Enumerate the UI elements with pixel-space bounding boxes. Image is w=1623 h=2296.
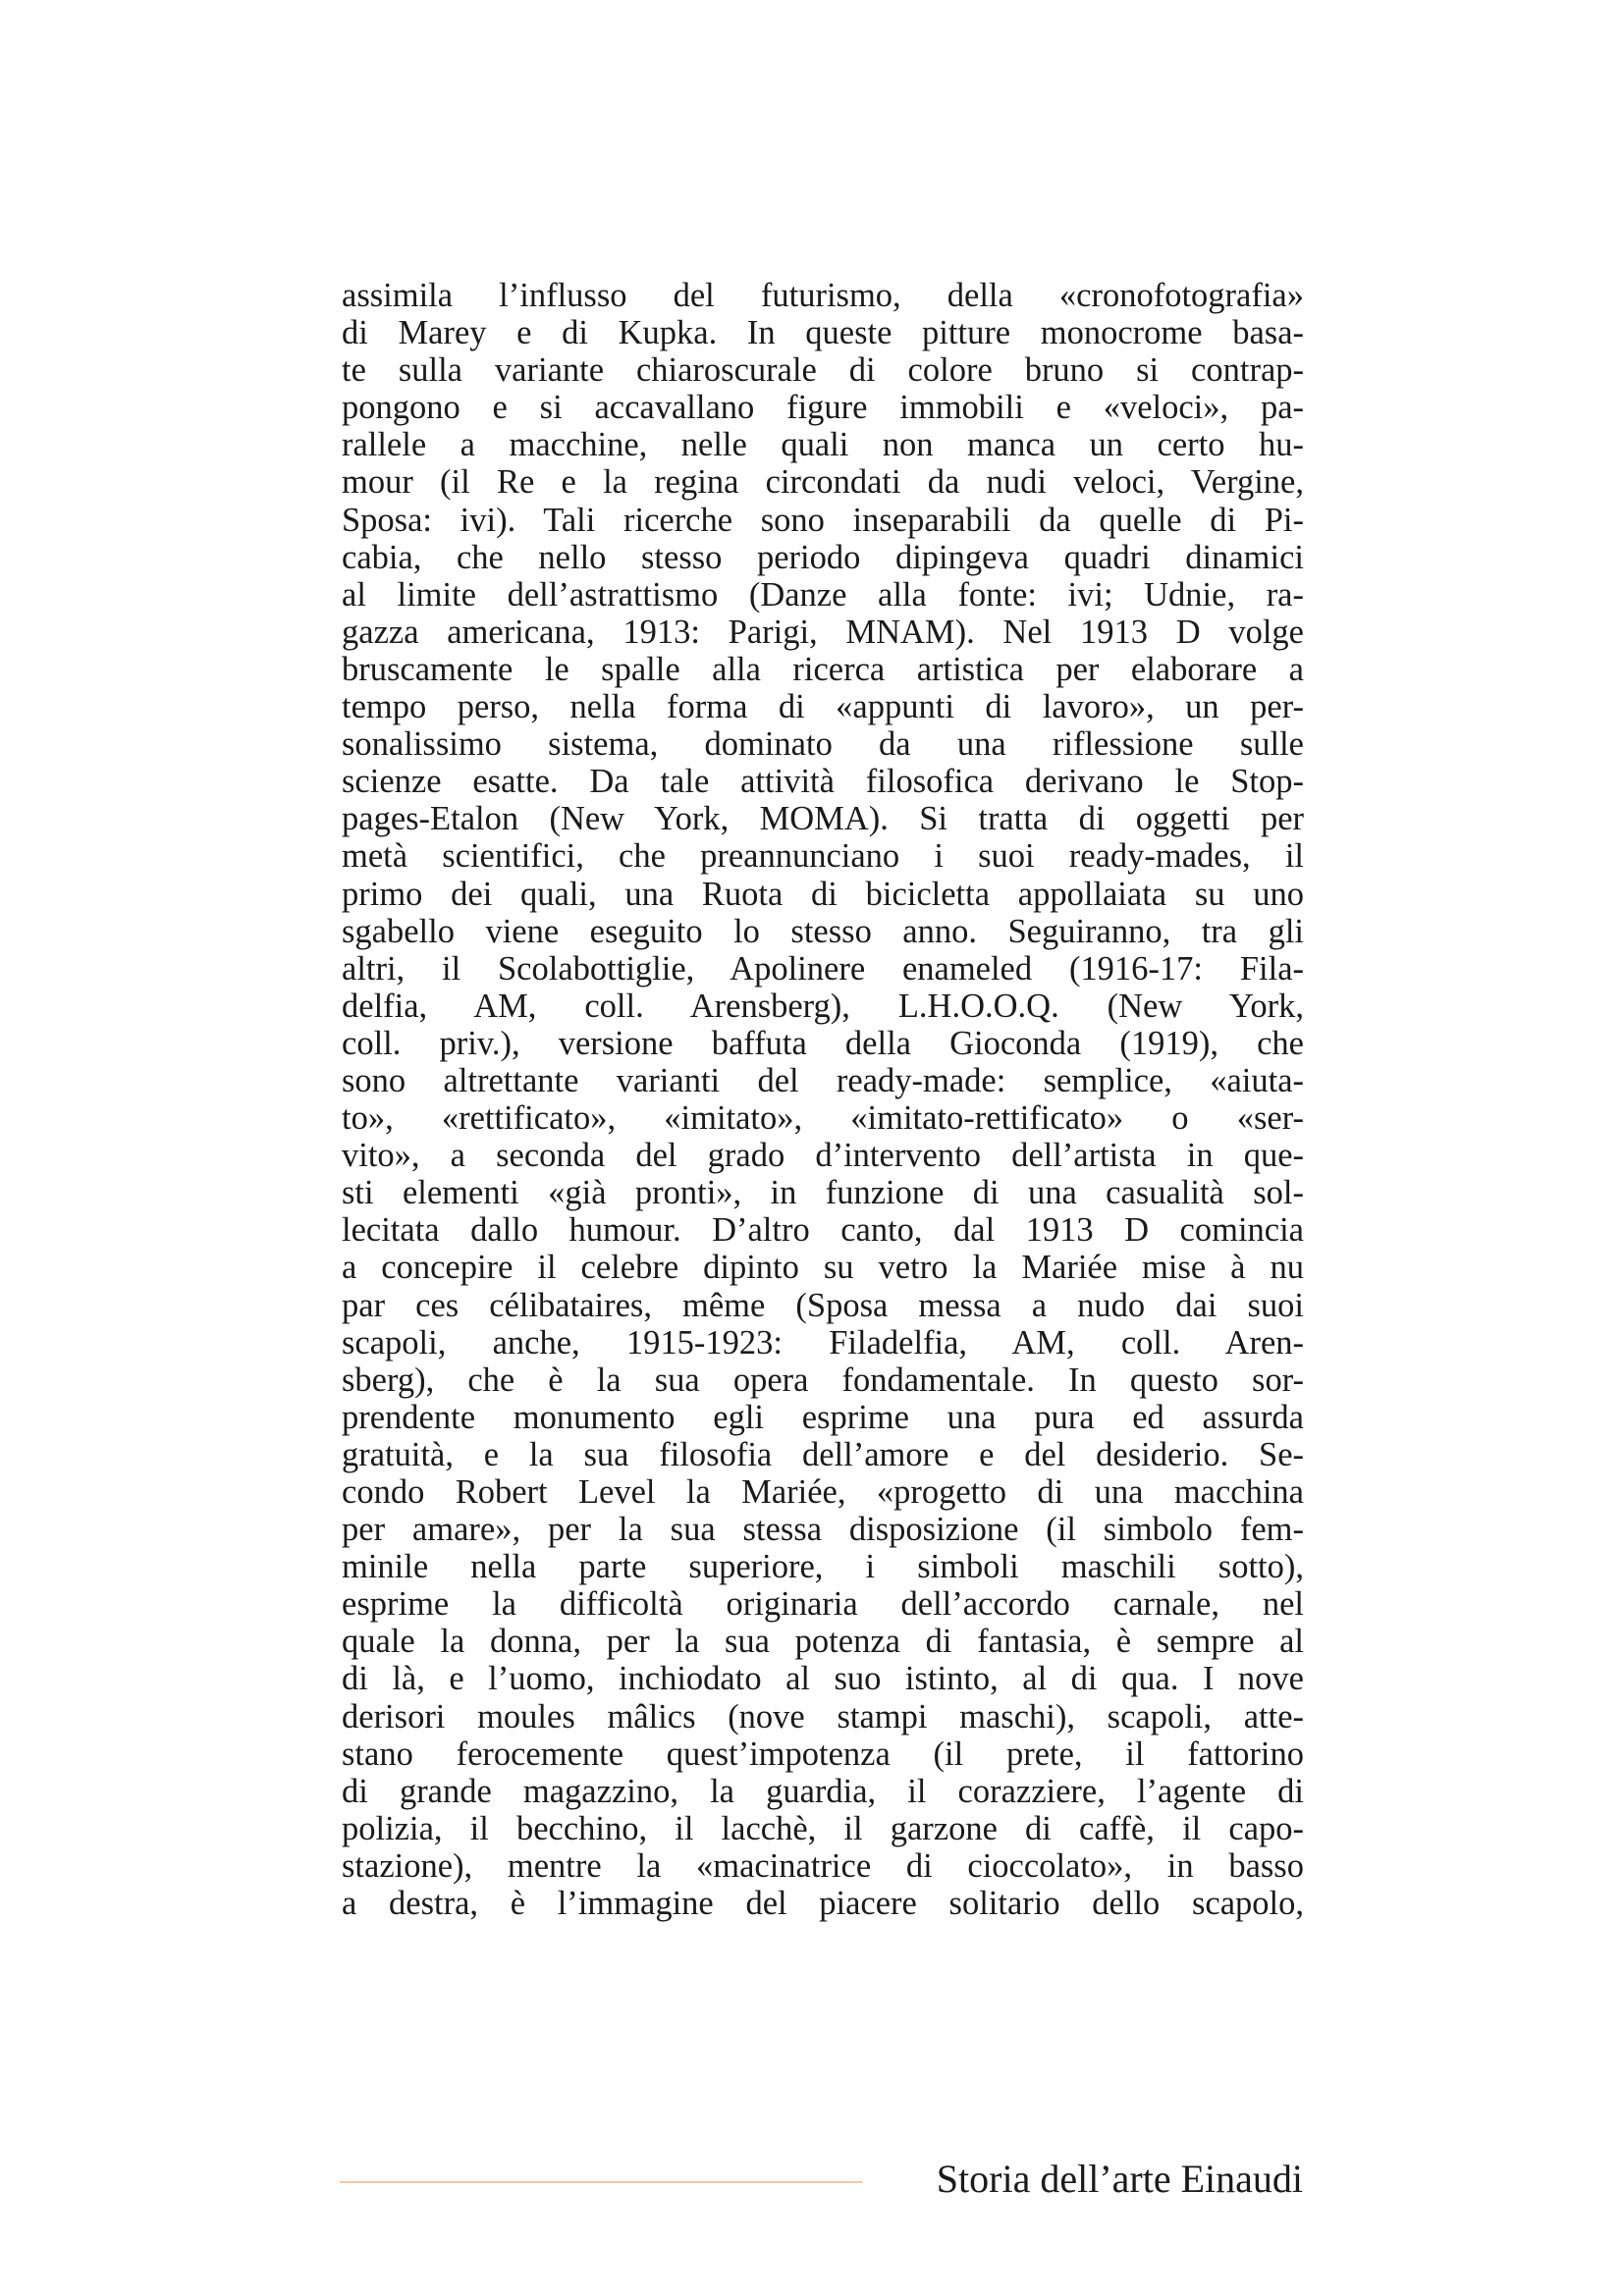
text-line: sono altrettante varianti del ready-made: semplice, «aiuta- [342, 1061, 1304, 1099]
text-line: Sposa: ivi). Tali ricerche sono inseparabili da quelle di Pi- [342, 501, 1304, 539]
text-line: altri, il Scolabottiglie, Apolinere enameled (1916-17: Fila- [342, 949, 1304, 988]
text-line: sti elementi «già pronti», in funzione di una casualità sol- [342, 1174, 1304, 1212]
text-line: te sulla variante chiaroscurale di colore bruno si contrap- [342, 351, 1304, 390]
body-text [342, 277, 1304, 1922]
text-line: bruscamente le spalle alla ricerca artistica per elaborare a [342, 650, 1304, 688]
text-line: delfia, AM, coll. Arensberg), L.H.O.O.Q. (New York, [342, 987, 1304, 1025]
footer-title: Storia dell’arte Einaudi [936, 2157, 1303, 2201]
text-line: stano ferocemente quest’impotenza (il prete, il fattorino [342, 1735, 1304, 1773]
text-line: lecitata dallo humour. D’altro canto, dal 1913 D comincia [342, 1211, 1304, 1250]
text-line: gratuità, e la sua filosofia dell’amore e del desiderio. Se- [342, 1435, 1304, 1473]
text-line: scienze esatte. Da tale attività filosofica derivano le Stop- [342, 763, 1304, 801]
text-line: sberg), che è la sua opera fondamentale. In questo sor- [342, 1361, 1304, 1399]
text-line: di Marey e di Kupka. In queste pitture monocrome basa- [342, 314, 1304, 352]
text-line: prendente monumento egli esprime una pura ed assurda [342, 1398, 1304, 1436]
text-line: condo Robert Level la Mariée, «progetto di una macchina [342, 1473, 1304, 1511]
text-line: esprime la difficoltà originaria dell’accordo carnale, nel [342, 1585, 1304, 1624]
text-line: tempo perso, nella forma di «appunti di lavoro», un per- [342, 688, 1304, 726]
text-line: per amare», per la sua stessa disposizione (il simbolo fem- [342, 1511, 1304, 1549]
text-line: primo dei quali, una Ruota di bicicletta appollaiata su uno [342, 875, 1304, 913]
text-line: coll. priv.), versione baffuta della Gioconda (1919), che [342, 1024, 1304, 1062]
text-line: al limite dell’astrattismo (Danze alla fonte: ivi; Udnie, ra- [342, 575, 1304, 614]
text-line: scapoli, anche, 1915-1923: Filadelfia, AM, coll. Aren- [342, 1323, 1304, 1362]
text-line: pages-Etalon (New York, MOMA). Si tratta di oggetti per [342, 800, 1304, 838]
text-line: pongono e si accavallano figure immobili e «veloci», pa- [342, 389, 1304, 427]
text-line: polizia, il becchino, il lacchè, il garzone di caffè, il capo- [342, 1809, 1304, 1847]
text-line: mour (il Re e la regina circondati da nudi veloci, Vergine, [342, 463, 1304, 502]
text-line: assimila l’influsso del futurismo, della «cronofotografia» [342, 277, 1304, 314]
text-line: cabia, che nello stesso periodo dipingeva quadri dinamici [342, 538, 1304, 576]
footer-rule [340, 2181, 862, 2183]
text-line: a destra, è l’immagine del piacere solitario dello scapolo, [342, 1885, 1304, 1923]
text-line: a concepire il celebre dipinto su vetro la Mariée mise à nu [342, 1249, 1304, 1287]
text-line: rallele a macchine, nelle quali non manca un certo hu- [342, 426, 1304, 464]
text-line: di grande magazzino, la guardia, il corazziere, l’agente di [342, 1772, 1304, 1810]
text-line: quale la donna, per la sua potenza di fantasia, è sempre al [342, 1623, 1304, 1661]
text-line: par ces célibataires, même (Sposa messa a nudo dai suoi [342, 1286, 1304, 1324]
text-line: to», «rettificato», «imitato», «imitato-rettificato» o «ser- [342, 1099, 1304, 1138]
text-line: di là, e l’uomo, inchiodato al suo istinto, al di qua. I nove [342, 1660, 1304, 1698]
text-line: vito», a seconda del grado d’intervento dell’artista in que- [342, 1137, 1304, 1175]
text-line: sgabello viene eseguito lo stesso anno. Seguiranno, tra gli [342, 912, 1304, 950]
text-line: sonalissimo sistema, dominato da una riflessione sulle [342, 725, 1304, 764]
text-line: stazione), mentre la «macinatrice di cioccolato», in basso [342, 1846, 1304, 1885]
text-line: minile nella parte superiore, i simboli maschili sotto), [342, 1548, 1304, 1586]
text-line: derisori moules mâlics (nove stampi maschi), scapoli, atte- [342, 1697, 1304, 1735]
text-line: metà scientifici, che preannunciano i suoi ready-mades, il [342, 837, 1304, 876]
text-line: gazza americana, 1913: Parigi, MNAM). Nel 1913 D volge [342, 613, 1304, 651]
